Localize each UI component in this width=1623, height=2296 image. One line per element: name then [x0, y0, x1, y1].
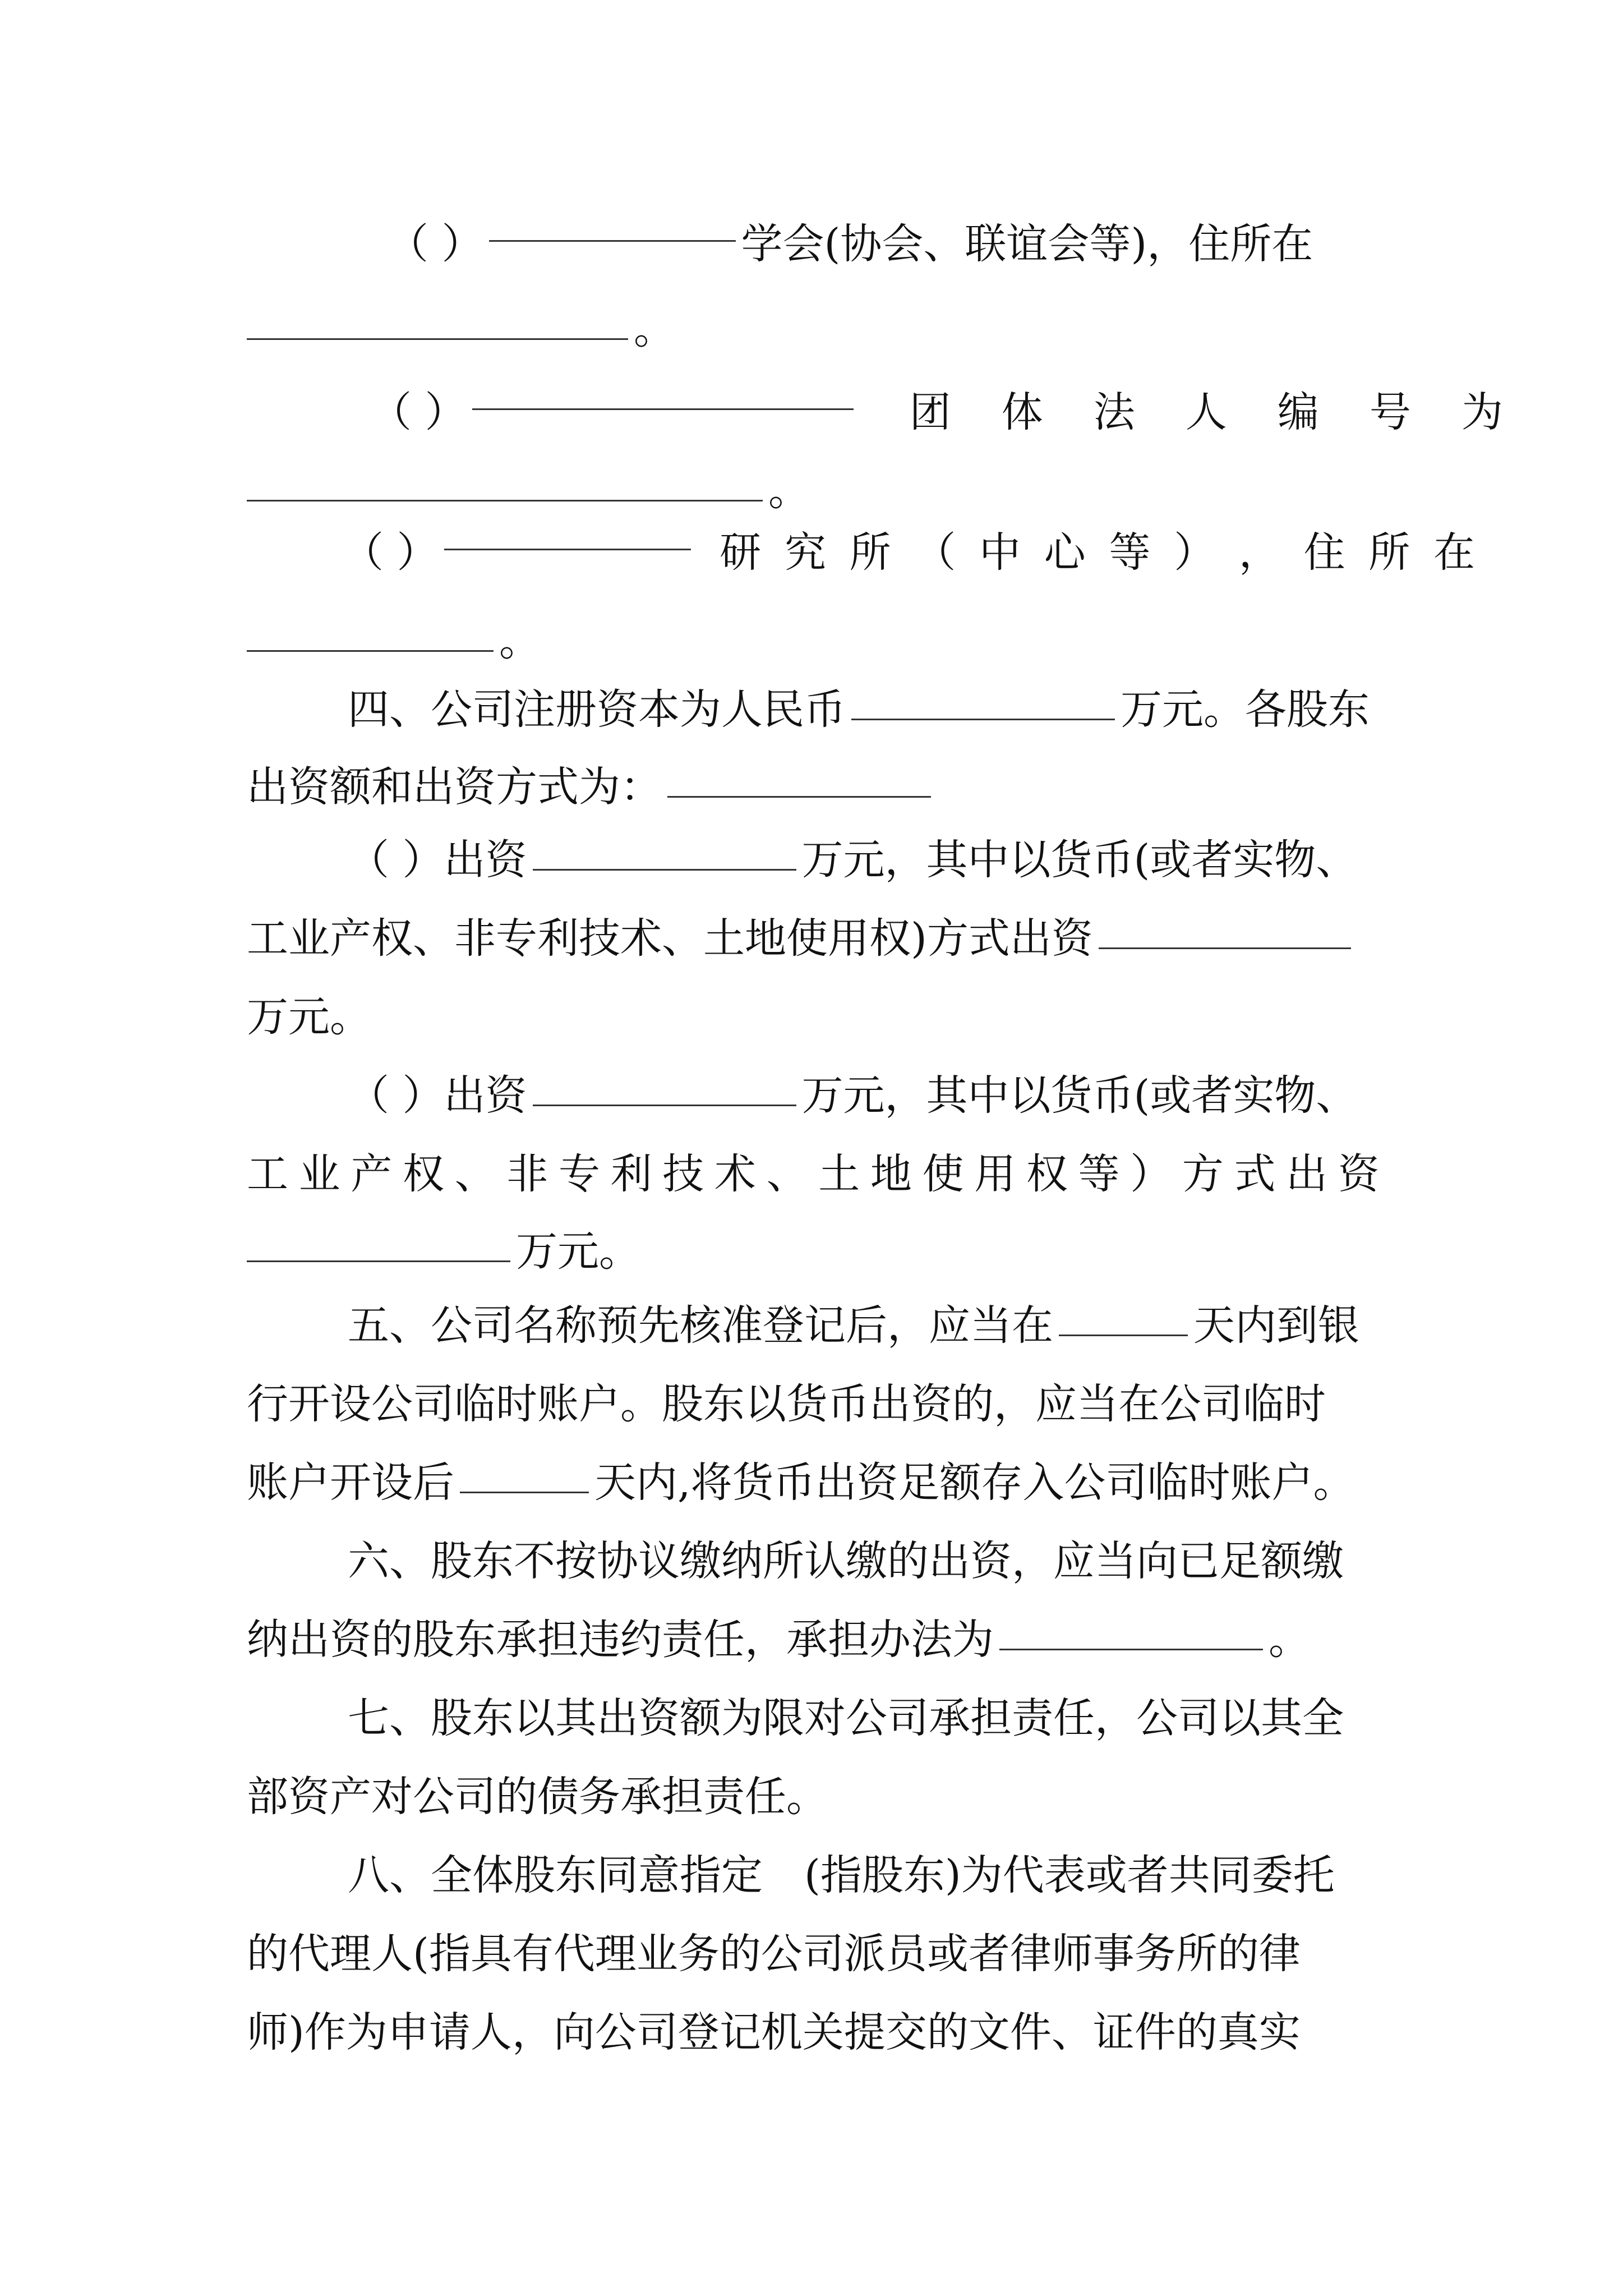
selection-paren: （ ） [342, 528, 439, 577]
char: 研 [720, 528, 762, 577]
char: 工 [247, 1150, 288, 1198]
char: 、 [454, 1150, 496, 1198]
char: 地 [870, 1150, 912, 1198]
char: （ [914, 528, 956, 577]
clause-text: 八、全体股东同意指定 (指股东)为代表或者共同委托 [348, 1851, 1335, 1899]
group-line-1 [247, 370, 1503, 454]
clause-7-line-1 [247, 1676, 1481, 1760]
clause-8-line-3 [247, 1990, 1380, 2074]
capital-blank [851, 718, 1115, 720]
char: 权 [402, 1150, 444, 1198]
char: 术 [714, 1150, 756, 1198]
contribution-label: 出资 [444, 836, 527, 884]
amount-blank [247, 1260, 510, 1262]
capital-line-1 [247, 668, 1481, 752]
selection-paren: （ ） [348, 836, 444, 884]
char: 方 [1182, 1150, 1224, 1198]
char: 编 [1277, 388, 1319, 436]
char: ） [1130, 1150, 1172, 1198]
period: 。 [1269, 1616, 1310, 1664]
clause-text: 行开设公司临时账户。股东以货币出资的，应当在公司临时 [247, 1380, 1326, 1428]
char: 权 [1026, 1150, 1068, 1198]
unit-text: 万元。 [516, 1227, 640, 1276]
char: 利 [610, 1150, 652, 1198]
char: 团 [909, 388, 951, 436]
clause-5-line-3 [247, 1441, 1380, 1525]
contribution-label: 出资 [444, 1071, 527, 1120]
clause-text: 部资产对公司的债务承担责任。 [247, 1773, 828, 1821]
capital-text-after: 万元。各股东 [1121, 685, 1370, 734]
clause-5-line-1 [247, 1283, 1481, 1368]
char: 业 [298, 1150, 340, 1198]
society-line-2 [247, 287, 1380, 371]
char: 等 [1109, 528, 1151, 577]
clause-text-after: 天内到银 [1193, 1301, 1359, 1350]
clause-8-line-2 [247, 1912, 1380, 1996]
contribution-text: 工业产权、非专利技术、土地使用权)方式出资 [247, 914, 1093, 963]
contribution-2-line-3 [247, 1209, 1380, 1294]
char: 在 [1433, 528, 1475, 577]
clause-6-line-2 [247, 1598, 1380, 1682]
char: 所 [849, 528, 891, 577]
clause-text-after: 天内,将货币出资足额存入公司临时账户。 [594, 1458, 1355, 1507]
char: 所 [1368, 528, 1410, 577]
name-blank [472, 408, 854, 410]
char: 非 [506, 1150, 548, 1198]
clause-6-line-1 [247, 1519, 1481, 1603]
unit-text: 万元。 [247, 993, 371, 1041]
amount-blank [533, 1104, 796, 1106]
char: 产 [351, 1150, 393, 1198]
char: 心 [1044, 528, 1086, 577]
period: 。 [768, 467, 810, 515]
clause-text: 纳出资的股东承担违约责任，承担办法为 [247, 1616, 994, 1664]
capital-text: 四、公司注册资本为人民币 [348, 685, 846, 734]
char: ） [1174, 528, 1216, 577]
char: 法 [1093, 388, 1135, 436]
clause-text: 的代理人(指具有代理业务的公司派员或者律师事务所的律 [247, 1930, 1301, 1978]
period: 。 [499, 617, 541, 665]
char: ， [1238, 528, 1280, 577]
institute-line-1 [247, 510, 1475, 595]
char: 用 [974, 1150, 1016, 1198]
char: 、 [766, 1150, 808, 1198]
char: 使 [922, 1150, 964, 1198]
contribution-text: 万元，其中以货币(或者实物、 [801, 1071, 1358, 1120]
period: 。 [634, 305, 675, 353]
clause-8-line-1 [247, 1833, 1481, 1917]
char: 号 [1369, 388, 1411, 436]
society-line-1 [247, 202, 1520, 286]
char: 技 [662, 1150, 704, 1198]
clause-text: 五、公司名称预先核准登记后，应当在 [348, 1301, 1053, 1350]
selection-paren: （ ） [387, 220, 483, 268]
contribution-intro: 出资额和出资方式为： [247, 763, 662, 811]
char: 为 [1461, 388, 1503, 436]
clause-text: 师)作为申请人，向公司登记机关提交的文件、证件的真实 [247, 2008, 1301, 2056]
name-blank [489, 240, 736, 242]
contribution-1-line-2 [247, 896, 1380, 981]
address-blank [247, 650, 494, 652]
amount-blank [533, 868, 796, 871]
selection-paren: （ ） [370, 388, 467, 436]
char: 人 [1185, 388, 1227, 436]
char: 究 [784, 528, 826, 577]
char: 出 [1286, 1150, 1328, 1198]
contribution-2-line-1 [247, 1053, 1481, 1138]
char: 等 [1078, 1150, 1120, 1198]
clause-text: 账户开设后 [247, 1458, 454, 1507]
contribution-text: 万元，其中以货币(或者实物、 [801, 836, 1358, 884]
contribution-blank [667, 795, 931, 798]
name-blank [444, 548, 691, 550]
number-blank [247, 499, 763, 501]
days-blank [1059, 1334, 1188, 1336]
capital-line-2 [247, 745, 1380, 829]
society-text: 学会(协会、联谊会等)，住所在 [741, 220, 1313, 268]
char: 住 [1303, 528, 1345, 577]
days-blank [460, 1491, 589, 1493]
clause-text: 六、股东不按协议缴纳所认缴的出资，应当向已足额缴 [348, 1537, 1344, 1585]
char: 资 [1338, 1150, 1380, 1198]
char: 土 [818, 1150, 860, 1198]
clause-5-line-2 [247, 1362, 1380, 1446]
contribution-1-line-1 [247, 818, 1481, 902]
selection-paren: （ ） [348, 1071, 444, 1120]
char: 体 [1001, 388, 1043, 436]
char: 专 [558, 1150, 600, 1198]
clause-text: 七、股东以其出资额为限对公司承担责任，公司以其全 [348, 1694, 1344, 1742]
contribution-1-line-3 [247, 975, 1380, 1059]
char: 式 [1234, 1150, 1276, 1198]
method-blank [999, 1648, 1263, 1650]
address-blank [247, 338, 628, 340]
contribution-2-line-2 [247, 1132, 1380, 1216]
clause-7-line-2 [247, 1755, 1380, 1839]
amount-blank [1099, 947, 1351, 949]
char: 中 [979, 528, 1021, 577]
